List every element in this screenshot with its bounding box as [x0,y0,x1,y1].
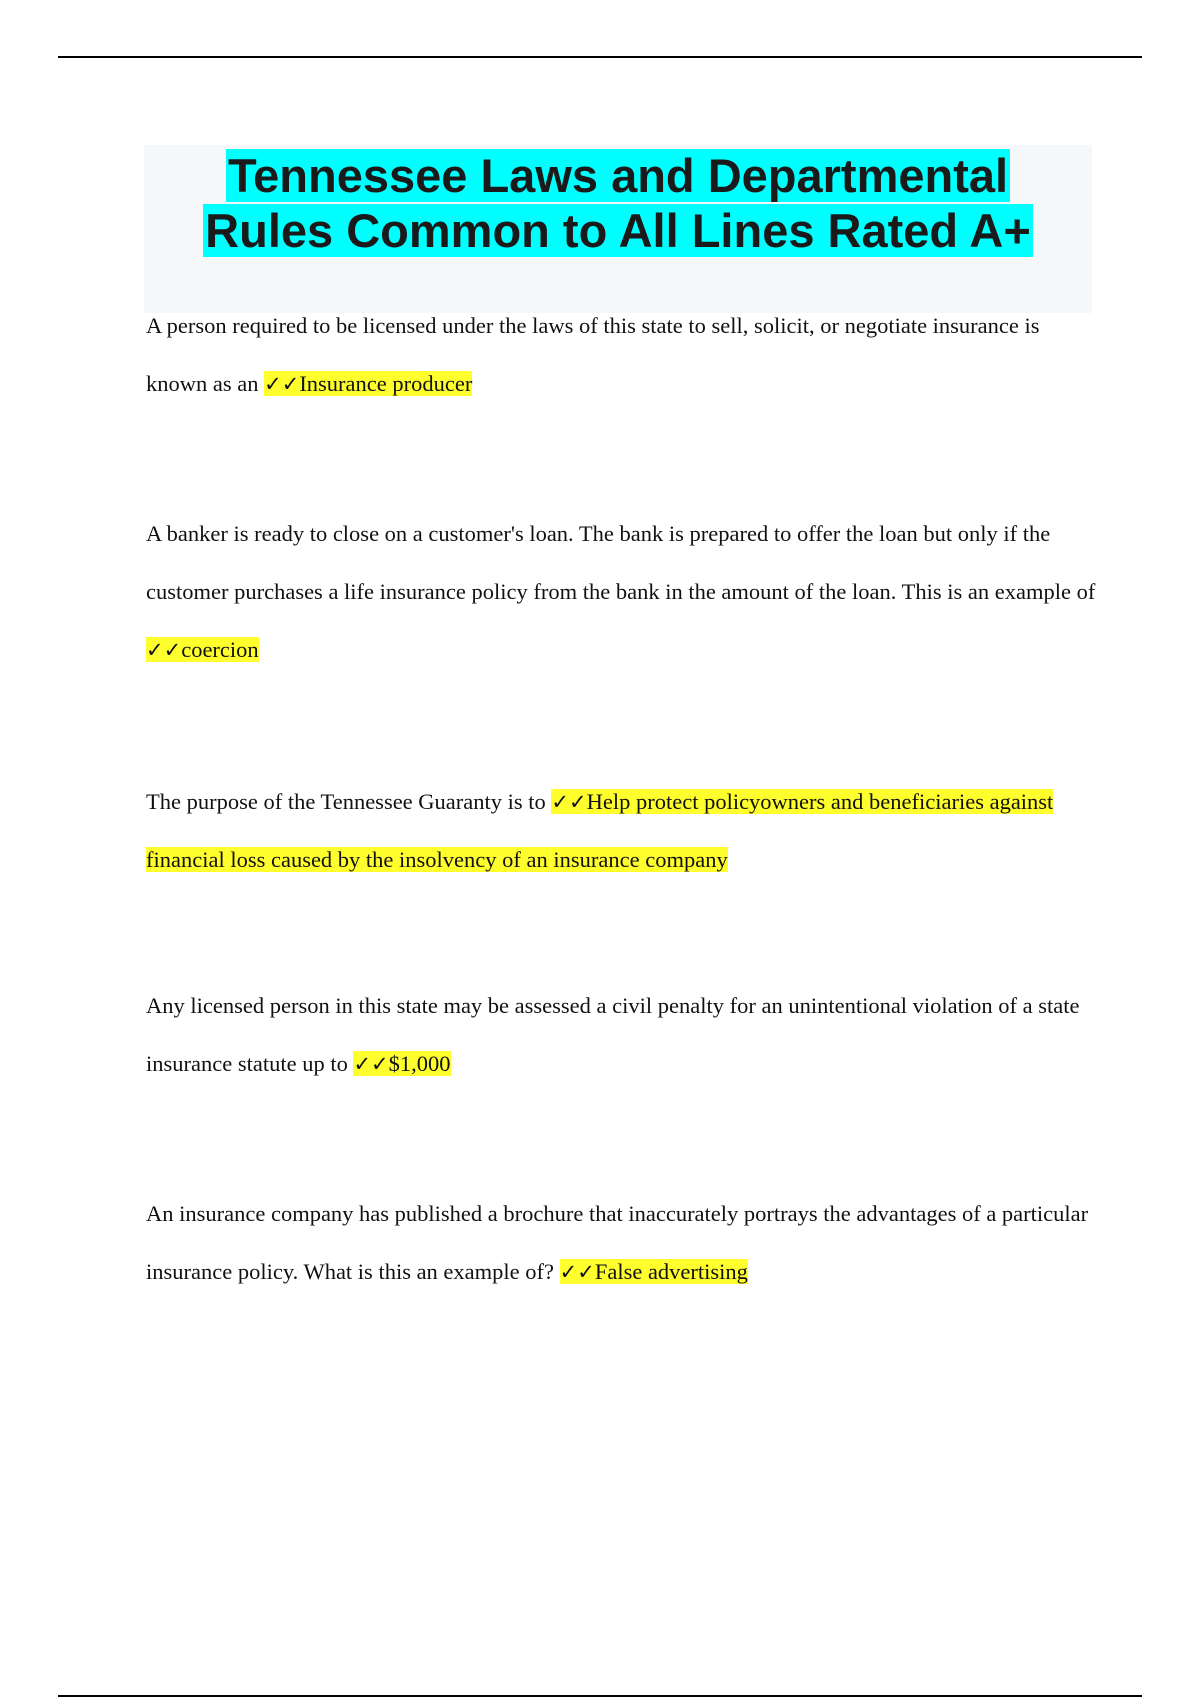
qa-item-1 [146,297,1096,413]
question-text: Any licensed person in this state may be assessed a civil penalty for an unintentional violation of a state insurance statute up to [146,993,1080,1076]
answer-text: Insurance producer [299,371,473,396]
title-block [144,145,1092,313]
answer-highlight [264,371,472,396]
question-text: An insurance company has published a brochure that inaccurately portrays the advantages of a particular insurance policy. What is this an example of? [146,1201,1089,1284]
answer-text: False advertising [594,1259,748,1284]
qa-item-4 [146,977,1096,1093]
bottom-rule [58,1695,1142,1697]
question-text: The purpose of the Tennessee Guaranty is to [146,789,552,814]
qa-item-3 [146,773,1096,889]
checkmark-icon: ✓✓ [559,1260,595,1284]
title-line-1: Tennessee Laws and Departmental [227,149,1009,202]
question-text: A banker is ready to close on a customer's loan. The bank is prepared to offer the loan but only if the customer purchases a life insurance policy from the bank in the amount of the loan. This is an example of [146,521,1096,604]
checkmark-icon: ✓✓ [146,638,182,662]
answer-text: $1,000 [388,1051,451,1076]
checkmark-icon: ✓✓ [353,1052,389,1076]
answer-highlight [146,637,259,662]
document-title [144,145,1092,258]
qa-item-2 [146,505,1096,679]
answer-highlight [353,1051,450,1076]
question-text: A person required to be licensed under the laws of this state to sell, solicit, or negotiate insurance is known as an [146,313,1040,396]
title-line-2: Rules Common to All Lines Rated A+ [205,204,1031,257]
checkmark-icon: ✓✓ [551,790,587,814]
answer-text: Help protect policyowners and beneficiaries against financial loss caused by the insolvency of an insurance company [146,789,1054,872]
answer-highlight [560,1259,748,1284]
checkmark-icon: ✓✓ [264,372,300,396]
qa-item-5 [146,1185,1096,1301]
top-rule [58,56,1142,58]
answer-text: coercion [181,637,259,662]
